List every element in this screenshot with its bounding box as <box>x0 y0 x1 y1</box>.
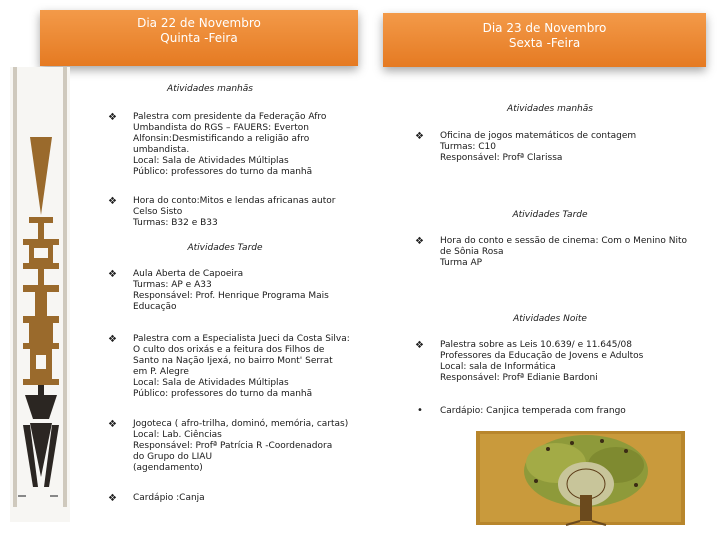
day2-night-item-2-text: Cardápio: Canjica temperada com frango <box>440 406 626 416</box>
day2-night-bullet-1: ❖ <box>415 340 424 351</box>
day2-night-title: Atividades Noite <box>513 314 587 324</box>
day1-afternoon-item-4-text: Cardápio :Canja <box>133 493 205 503</box>
day1-header <box>40 10 358 66</box>
day1-weekday: Quinta -Feira <box>160 31 238 45</box>
day2-night-item-1-text: Palestra sobre as Leis 10.639/ e 11.645/08 Professores da Educação de Jovens e Adultos Local: sala de Informática Responsável: Profª Edianie Bardoni <box>440 340 644 383</box>
day1-afternoon-bullet-3: ❖ <box>108 419 117 430</box>
day1-morning-bullet-2: ❖ <box>108 196 117 207</box>
day1-afternoon-item-1-text: Aula Aberta de Capoeira Turmas: AP e A33 Responsável: Prof. Henrique Programa Mais Educação <box>133 269 329 312</box>
day2-weekday: Sexta -Feira <box>508 36 581 50</box>
day1-morning-item-2-text: Hora do conto:Mitos e lendas africanas autor Celso Sisto Turmas: B32 e B33 <box>133 196 336 228</box>
day2-header <box>383 13 706 67</box>
day2-morning-item-1-text: Oficina de jogos matemáticos de contagem Turmas: C10 Responsável: Profª Clarissa <box>440 131 637 163</box>
day1-afternoon-bullet-1: ❖ <box>108 269 117 280</box>
day2-afternoon-item-1-text: Hora do conto e sessão de cinema: Com o Menino Nito de Sônia Rosa Turma AP <box>440 236 687 268</box>
day2-date: Dia 23 de Novembro <box>482 21 607 35</box>
tree-artwork-image <box>476 429 685 527</box>
day1-afternoon-item-3 <box>133 419 378 474</box>
day1-afternoon-item-2 <box>133 334 378 400</box>
day2-night-bullet-2: • <box>417 405 423 416</box>
day2-night-item-2 <box>440 406 715 417</box>
day1-date: Dia 22 de Novembro <box>137 16 261 30</box>
day1-morning-item-1-text: Palestra com presidente da Federação Afro Umbandista do RGS – FAUERS: Everton Alfonsin:Desmistificando a religião afro umbandista. Local: Sala de Atividades Múltiplas Público: professores do turno da manhã <box>133 112 327 177</box>
day1-afternoon-item-3-text: Jogoteca ( afro-trilha, dominó, memória, cartas) Local: Lab. Ciências Responsável: Profª Patrícia R -Coordenadora do Grupo do LIAU (agendamento) <box>133 419 349 473</box>
day1-afternoon-item-2-text: Palestra com a Especialista Jueci da Costa Silva: O culto dos orixás e a feitura dos Filhos de Santo na Nação Ijexá, no bairro Mont' Serrat em P. Alegre Local: Sala de Atividades Múltiplas Público: professores do turno da manhã <box>133 334 350 399</box>
day1-afternoon-item-1 <box>133 269 378 313</box>
day2-morning-bullet-1: ❖ <box>415 131 424 142</box>
day2-afternoon-item-1 <box>440 236 716 269</box>
day1-afternoon-bullet-2: ❖ <box>108 334 117 345</box>
day1-afternoon-bullet-4: ❖ <box>108 493 117 504</box>
day2-morning-item-1 <box>440 131 715 164</box>
day1-afternoon-title: Atividades Tarde <box>187 243 263 253</box>
day2-night-item-1 <box>440 340 715 384</box>
day1-morning-bullet-1: ❖ <box>108 112 117 123</box>
day2-afternoon-bullet-1: ❖ <box>415 236 424 247</box>
day2-afternoon-title: Atividades Tarde <box>512 210 588 220</box>
day1-morning-item-2 <box>133 196 378 229</box>
day1-afternoon-item-4 <box>133 493 378 504</box>
day2-morning-title: Atividades manhãs <box>507 104 593 114</box>
day1-morning-title: Atividades manhãs <box>167 84 253 94</box>
afro-artwork-image <box>10 67 70 522</box>
day1-morning-item-1 <box>133 112 378 178</box>
